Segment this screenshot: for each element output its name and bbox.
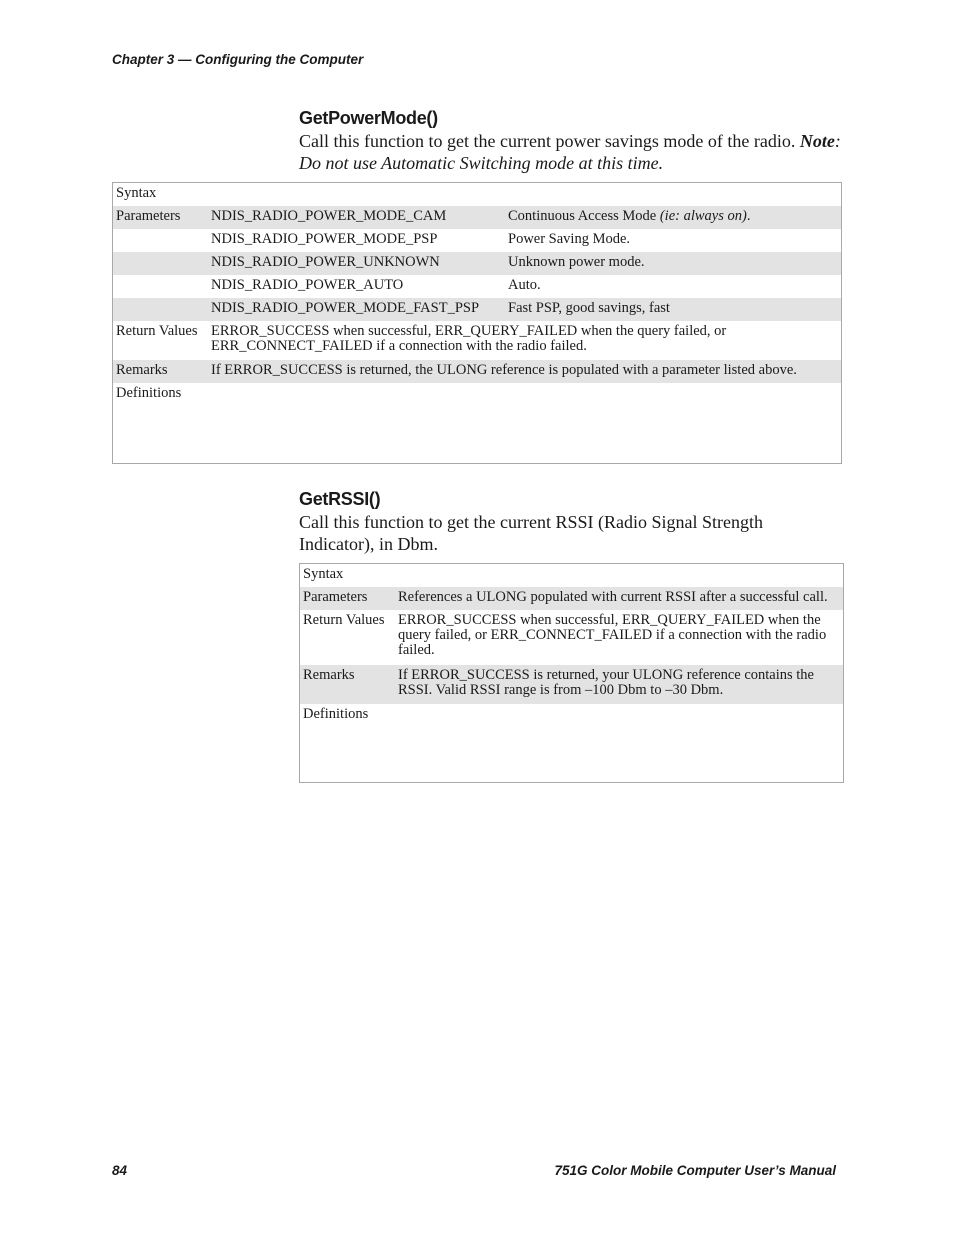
section-description-getpowermode: [299, 130, 844, 174]
parameter-row: [113, 298, 841, 321]
return-values-text: ERROR_SUCCESS when successful, ERR_QUERY_FAILED when the query failed, or ERR_CONNECT_FAILED if a connection with the radio failed.: [211, 323, 727, 354]
return-values-row: [300, 610, 843, 665]
return-values-text: ERROR_SUCCESS when successful, ERR_QUERY_FAILED when the query failed, or ERR_CONNECT_FAILED if a connection with the radio failed.: [398, 612, 827, 658]
definitions-label: Definitions: [303, 706, 369, 722]
remarks-text: If ERROR_SUCCESS is returned, the ULONG reference is populated with a parameter listed above.: [211, 362, 797, 378]
remarks-text: If ERROR_SUCCESS is returned, your ULONG reference contains the RSSI. Valid RSSI range is from –100 Dbm to –30 Dbm.: [398, 667, 814, 698]
syntax-value: [395, 564, 843, 587]
parameter-desc: Power Saving Mode.: [508, 231, 631, 247]
parameter-name: NDIS_RADIO_POWER_UNKNOWN: [211, 254, 440, 270]
definitions-row: [113, 383, 841, 461]
remarks-label: Remarks: [303, 667, 355, 683]
parameter-name: NDIS_RADIO_POWER_AUTO: [211, 277, 404, 293]
syntax-value: [208, 183, 841, 206]
parameter-row: [113, 252, 841, 275]
page-number: 84: [112, 1163, 128, 1178]
parameter-row: [113, 275, 841, 298]
parameter-row: [113, 206, 841, 229]
parameter-name: NDIS_RADIO_POWER_MODE_FAST_PSP: [211, 300, 480, 316]
section-title-getpowermode: GetPowerMode(): [299, 108, 438, 128]
syntax-row: [113, 183, 841, 206]
remarks-label: Remarks: [116, 362, 168, 378]
parameter-name: NDIS_RADIO_POWER_MODE_CAM: [211, 208, 447, 224]
return-values-label: Return Values: [116, 323, 198, 339]
return-values-label: Return Values: [303, 612, 385, 628]
description-text: Call this function to get the current power savings mode of the radio.: [299, 131, 800, 151]
remarks-row: [300, 665, 843, 704]
parameter-desc: Unknown power mode.: [508, 254, 645, 270]
note-text: Do not use Automatic Switching mode at this time.: [299, 153, 664, 173]
parameters-label: Parameters: [116, 208, 181, 224]
parameters-label: Parameters: [303, 589, 368, 605]
parameter-desc: Continuous Access Mode (ie: always on).: [508, 208, 751, 224]
definitions-row: [300, 704, 843, 782]
definitions-value: [208, 383, 841, 461]
parameter-name: NDIS_RADIO_POWER_MODE_PSP: [211, 231, 438, 247]
note-label: Note: [799, 131, 835, 151]
parameter-row: [113, 229, 841, 252]
parameter-desc: Auto.: [508, 277, 541, 293]
manual-title: 751G Color Mobile Computer User’s Manual: [554, 1163, 836, 1178]
getpowermode-table: [112, 182, 842, 464]
chapter-header: Chapter 3 — Configuring the Computer: [112, 52, 364, 67]
note-colon: :: [834, 131, 841, 151]
parameters-row: [300, 587, 843, 610]
definitions-value: [395, 704, 843, 782]
getrssi-table: [299, 563, 844, 783]
section-title-getrssi: GetRSSI(): [299, 489, 381, 509]
remarks-row: [113, 360, 841, 383]
return-values-row: [113, 321, 841, 360]
parameter-desc: Fast PSP, good savings, fast: [508, 300, 670, 316]
syntax-label: Syntax: [303, 566, 344, 582]
definitions-label: Definitions: [116, 385, 182, 401]
syntax-label: Syntax: [116, 185, 157, 201]
section-description-getrssi: Call this function to get the current RSSI (Radio Signal Strength Indicator), in Dbm.: [299, 512, 763, 554]
parameters-text: References a ULONG populated with current RSSI after a successful call.: [398, 589, 828, 605]
syntax-row: [300, 564, 843, 587]
